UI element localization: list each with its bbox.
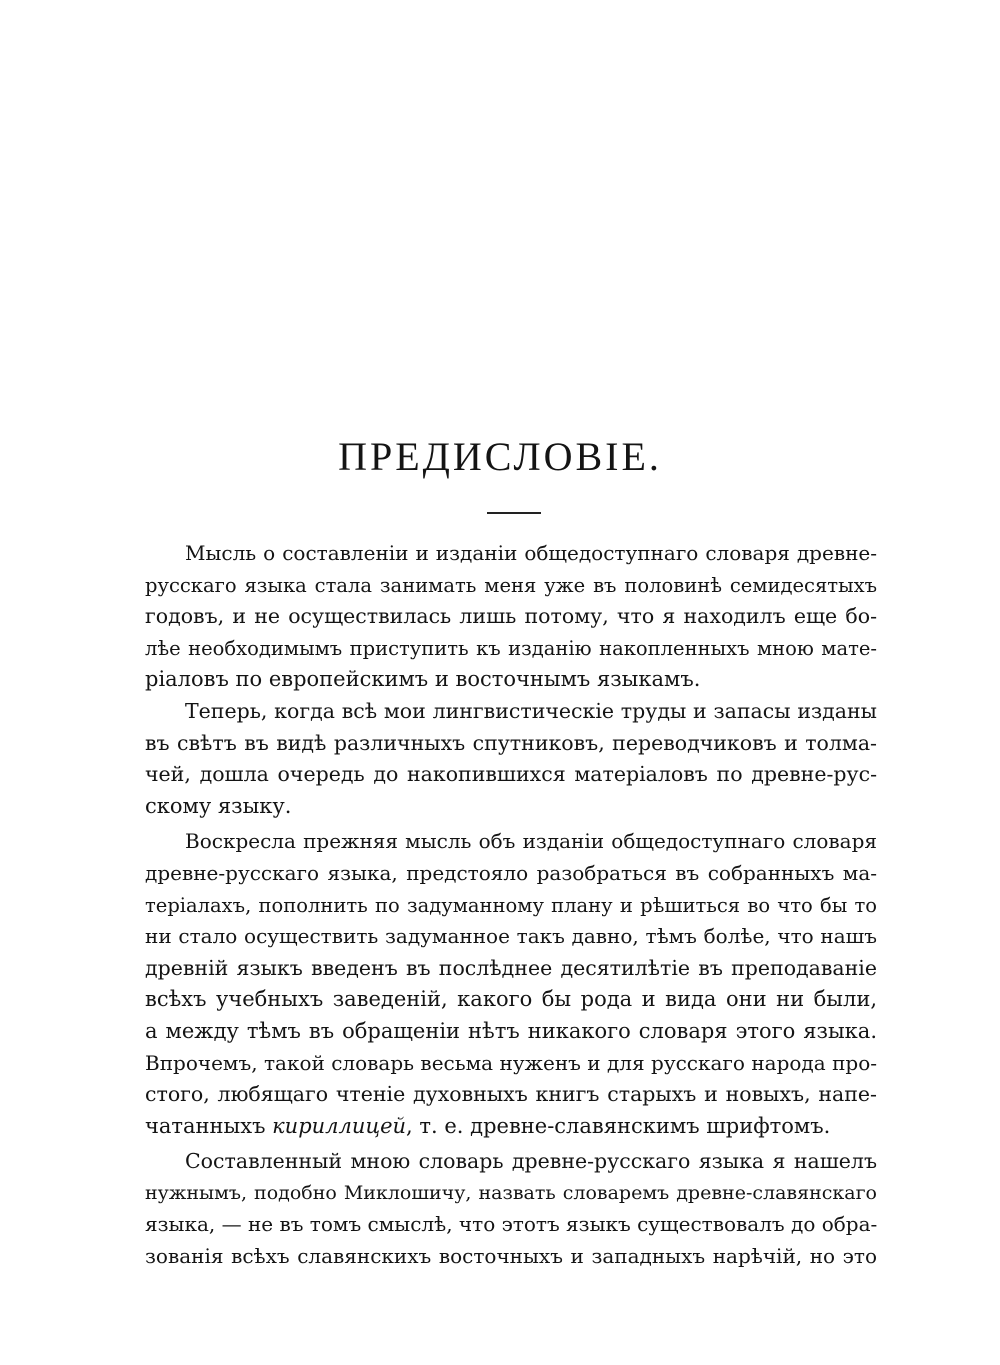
text-line: скому языку.	[145, 793, 292, 818]
text-line-italic	[145, 1111, 877, 1143]
text-line: чей, дошла очередь до накопившихся матеріаловъ по древне-рус-	[145, 762, 877, 787]
text-line: теріалахъ, пополнить по задуманному плану и рѣшиться во что бы то	[145, 893, 877, 917]
paragraph-3	[145, 826, 877, 1142]
text-line: нужнымъ, подобно Миклошичу, назвать словаремъ древне-славянскаго	[145, 1181, 877, 1204]
text-line: Составленный мною словарь древне-русскаго языка я нашелъ	[185, 1149, 877, 1174]
text-fragment: , т. е. древне-славянскимъ шрифтомъ.	[406, 1113, 831, 1138]
italic-term: кириллицей	[272, 1113, 407, 1138]
text-line: въ свѣтъ въ видѣ различныхъ спутниковъ, переводчиковъ и толма-	[145, 730, 877, 755]
paragraph-2	[145, 696, 877, 822]
text-line: а между тѣмъ въ обращеніи нѣтъ никакого словаря этого языка.	[145, 1018, 877, 1043]
title-rule	[487, 512, 541, 514]
body-text	[145, 538, 877, 1273]
text-line: всѣхъ учебныхъ заведеній, какого бы рода и вида они ни были,	[145, 987, 877, 1012]
text-line: стого, любящаго чтеніе духовныхъ книгъ старыхъ и новыхъ, напе-	[145, 1082, 877, 1107]
text-line: ни стало осуществить задуманное такъ давно, тѣмъ болѣе, что нашъ	[145, 924, 877, 949]
paragraph-4	[145, 1146, 877, 1272]
text-line: Мысль о составленіи и изданіи общедоступнаго словаря древне-	[185, 541, 877, 565]
text-line: лѣе необходимымъ приступить къ изданію накопленныхъ мною мате-	[145, 636, 877, 660]
page-title: ПРЕДИСЛОВІЕ.	[338, 434, 662, 479]
text-line: годовъ, и не осуществилась лишь потому, что я находилъ еще бо-	[145, 604, 877, 629]
text-line: языка, — не въ томъ смыслѣ, что этотъ языкъ существовалъ до обра-	[145, 1212, 878, 1237]
text-line: зованія всѣхъ славянскихъ восточныхъ и западныхъ нарѣчій, но это	[145, 1244, 877, 1269]
text-line: Теперь, когда всѣ мои лингвистическіе труды и запасы изданы	[185, 698, 877, 723]
text-line: ріаловъ по европейскимъ и восточнымъ языкамъ.	[145, 667, 701, 692]
text-line: древне-русскаго языка, предстояло разобраться въ собранныхъ ма-	[145, 860, 877, 885]
text-fragment: чатанныхъ	[145, 1113, 273, 1138]
text-line: Воскресла прежняя мысль объ изданіи общедоступнаго словаря	[185, 829, 877, 854]
paragraph-1	[145, 538, 877, 696]
text-line: русскаго языка стала занимать меня уже въ половинѣ семидесятыхъ	[145, 573, 877, 597]
text-line: Впрочемъ, такой словарь весьма нуженъ и для русскаго народа про-	[145, 1050, 877, 1075]
text-line: древній языкъ введенъ въ послѣднее десятилѣтіе въ преподаваніе	[145, 955, 877, 980]
